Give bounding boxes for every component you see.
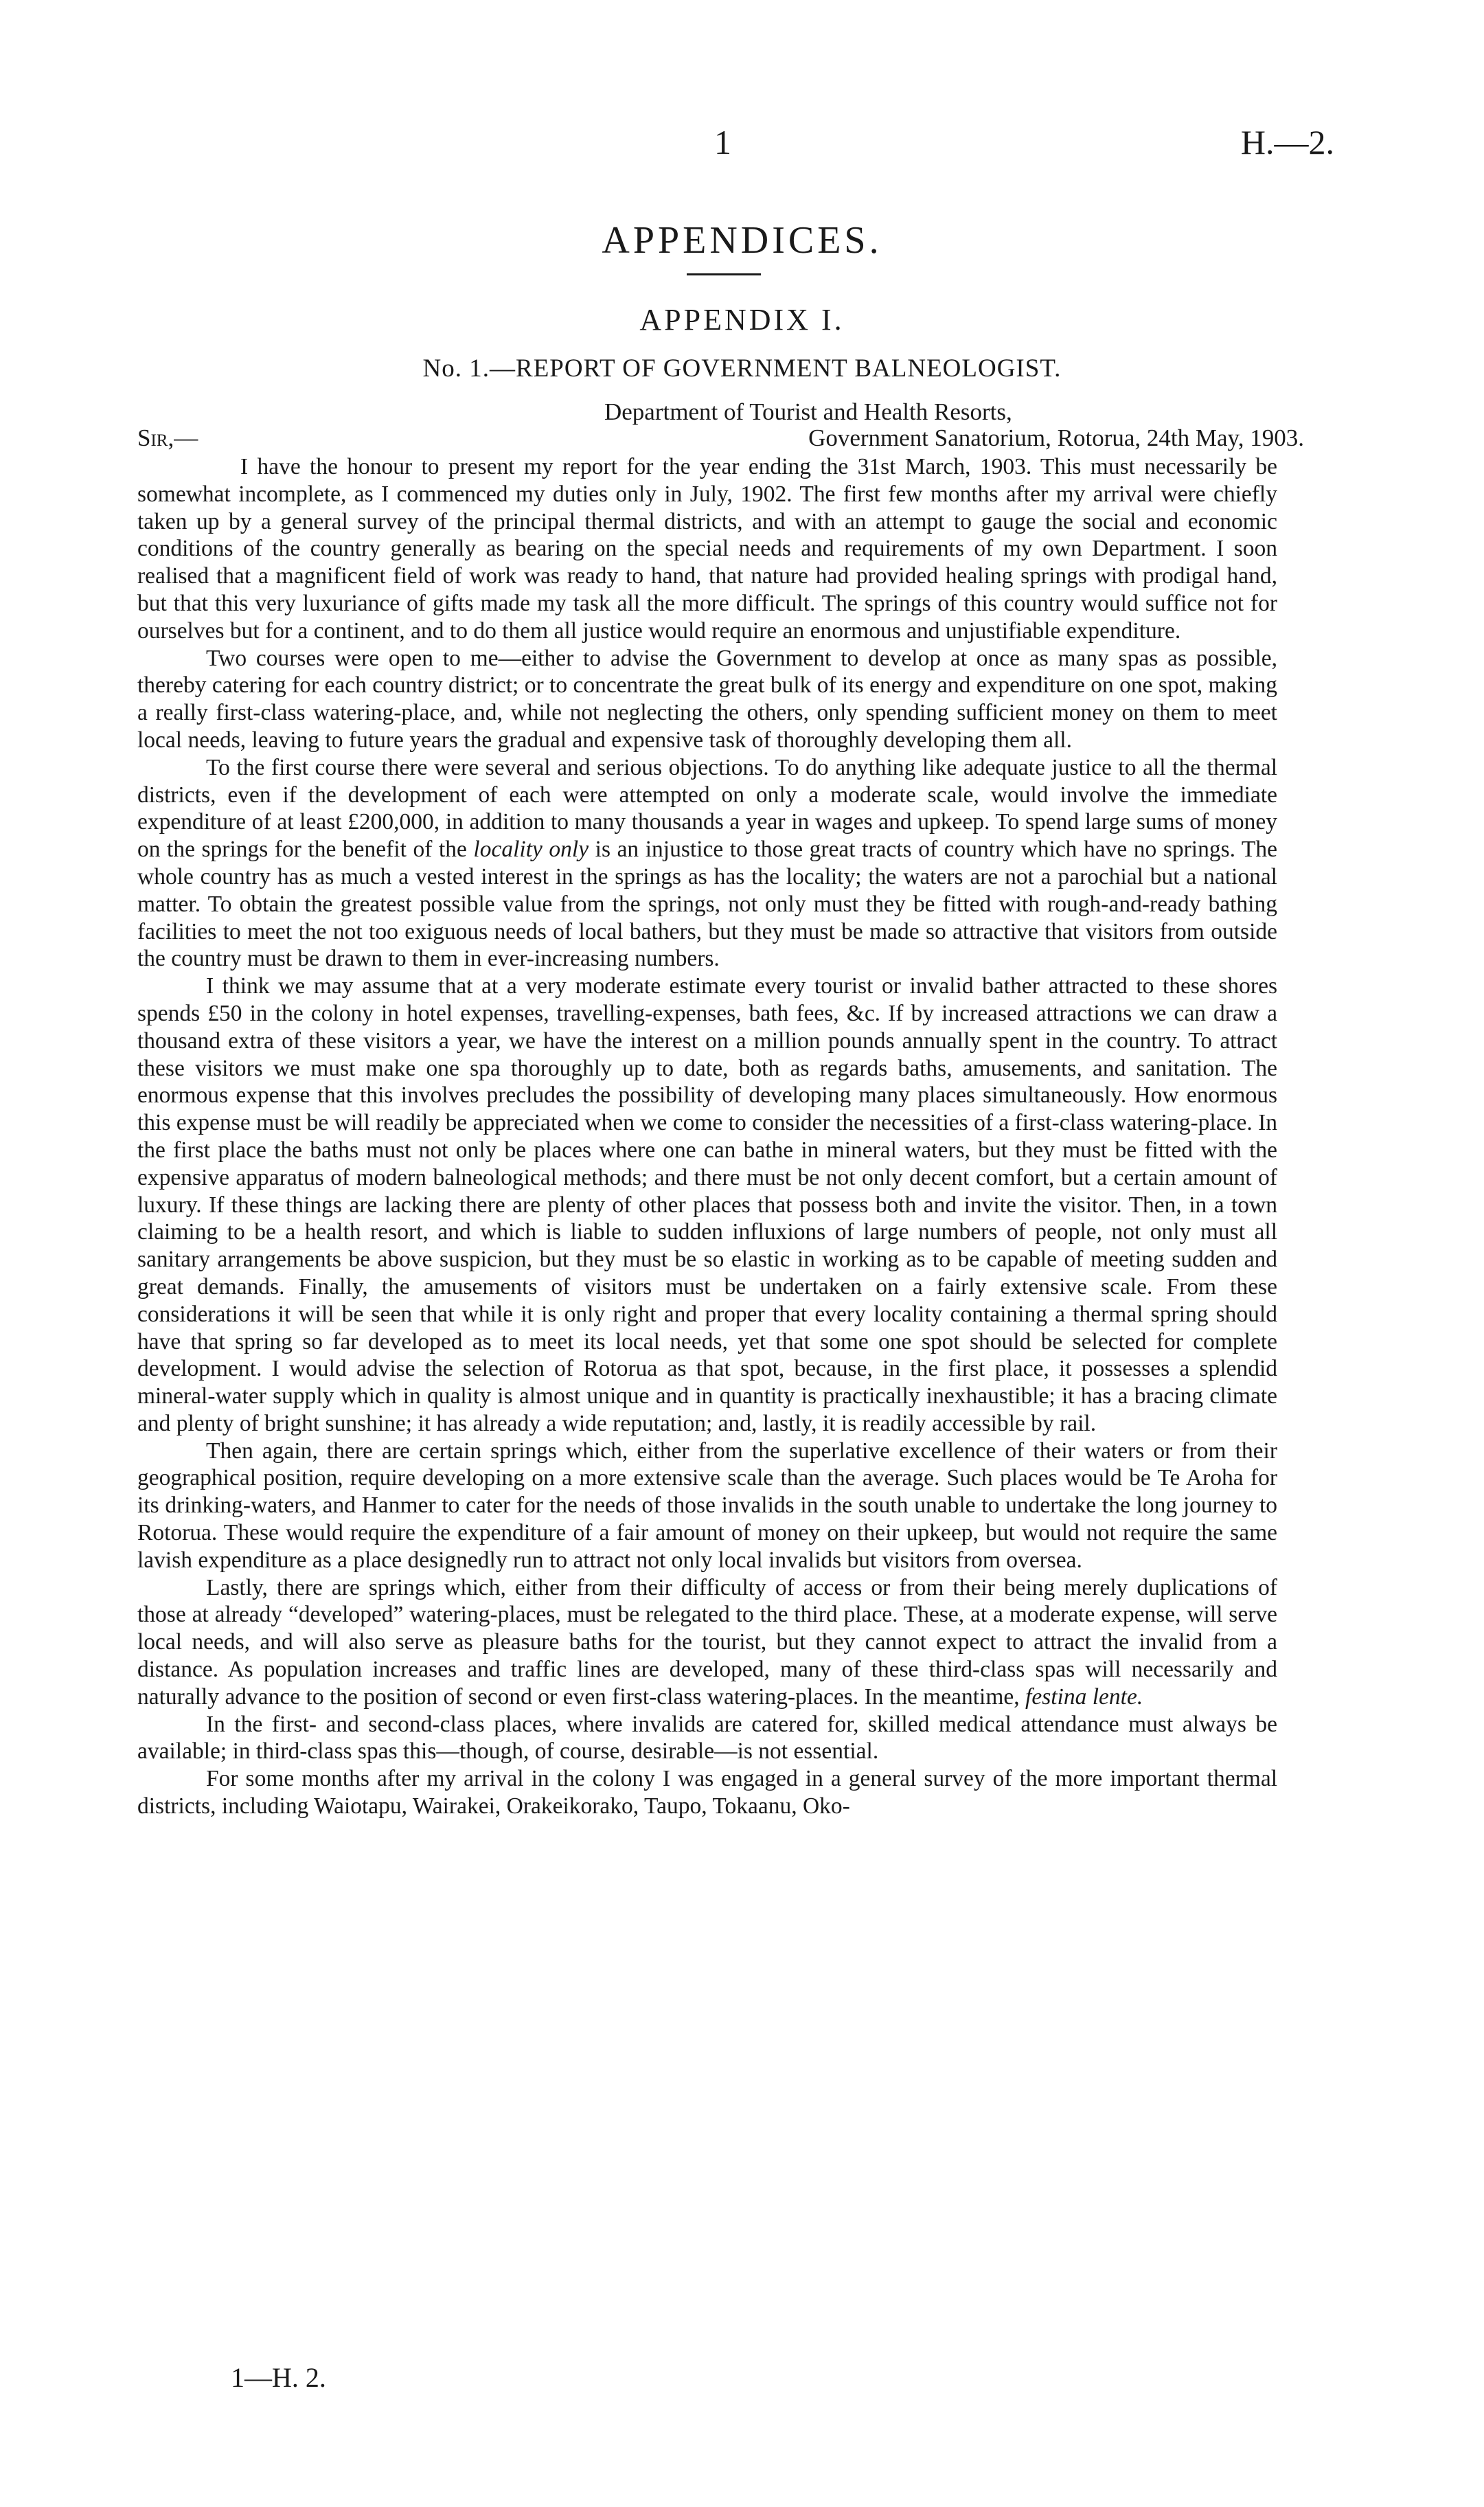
salutation: Sir,— [137, 424, 198, 451]
page-number: 1 [714, 123, 731, 161]
paragraph-6-part-a: Lastly, there are springs which, either from their difficulty of access or from their being merely duplications of those at already “developed” watering-places, must be relegated to the third place. These, at a moderate expense, will serve local needs, and will also serve as pleasure baths for the tourist, but they cannot expect to attract the invalid from a distance. As population increases and traffic lines are developed, many of these third-class spas will necessarily and naturally advance to the position of second or even first-class watering-places. In the meantime, [137, 1574, 1277, 1710]
paragraph-3-part-a: To the first course there were several and serious objections. To do anything like adequate justice to all the thermal districts, even if the development of each were attempted on only a moderate scale, would involve the immediate expenditure of at least £200,000, in addition to many thousands a year in wages and upkeep. To spend large sums of money on the springs for the benefit of the [137, 754, 1277, 863]
paragraph-3 [137, 754, 1277, 973]
paragraph-7: In the first- and second-class places, where invalids are catered for, skilled medical attendance must always be available; in third-class spas this—though, of course, desirable—is not essential. [137, 1711, 1277, 1765]
report-body [137, 453, 1277, 2370]
paragraph-8: For some months after my arrival in the colony I was engaged in a general survey of the more important thermal districts, including Waiotapu, Wairakei, Orakeikorako, Taupo, Tokaanu, Oko- [137, 1766, 1277, 1819]
document-code: H.—2. [1240, 123, 1334, 161]
report-title: No. 1.—REPORT OF GOVERNMENT BALNEOLOGIST. [422, 354, 1062, 383]
paragraph-6-emphasis: festina lente. [1025, 1683, 1143, 1710]
title-divider [687, 273, 761, 275]
paragraph-4: I think we may assume that at a very moderate estimate every tourist or invalid bather attracted to these shores spends £50 in the colony in hotel expenses, travelling-expenses, bath fees, &c. If by increased attractions we can draw a thousand extra of these visitors a year, we have the interest on a million pounds annually spent in the country. To attract these visitors we must make one spa thoroughly up to date, both as regards baths, amusements, and sanitation. The enormous expense that this involves precludes the possibility of developing many places simultaneously. How enormous this expense must be will readily be appreciated when we come to consider the necessities of a first-class watering-place. In the first place the baths must not only be places where one can bathe in mineral waters, but they must be fitted with the expensive apparatus of modern balneological methods; and there must be not only decent comfort, but a certain amount of luxury. If these things are lacking there are plenty of other places that possess both and invite the visitor. Then, in a town claiming to be a health resort, and which is liable to sudden influxions of large numbers of people, not only must all sanitary arrangements be above suspicion, but they must be so elastic in working as to be capable of meeting sudden and great demands. Finally, the amusements of visitors must be undertaken on a fairly extensive scale. From these considerations it will be seen that while it is only right and proper that every locality containing a thermal spring should have that spring so far developed as to meet its local needs, yet that some one spot should be selected for complete development. I would advise the selection of Rotorua as that spot, because, in the first place, it possesses a splendid mineral-water supply which in quality is almost unique and in quantity is practically inexhaustible; it has a bracing climate and plenty of bright sunshine; it has already a wide reputation; and, lastly, it is readily accessible by rail. [137, 973, 1277, 1436]
paragraph-2: Two courses were open to me—either to advise the Government to develop at once as many spas as possible, thereby catering for each country district; or to concentrate the great bulk of its energy and expenditure on one spot, making a really first-class watering-place, and, while not neglecting the others, only spending sufficient money on them to meet local needs, leaving to future years the gradual and expensive task of thoroughly developing them all. [137, 645, 1277, 753]
appendix-title: APPENDIX I. [639, 303, 845, 337]
paragraph-1: I have the honour to present my report for the year ending the 31st March, 1903. This must necessarily be somewhat incomplete, as I commenced my duties only in July, 1902. The first few months after my arrival were chiefly taken up by a general survey of the principal thermal districts, and with an attempt to gauge the social and economic conditions of the country generally as bearing on the special needs and requirements of my own Department. I soon realised that a magnificent field of work was ready to hand, that nature had provided healing springs with prodigal hand, but that this very luxuriance of gifts made my task all the more difficult. The springs of this country would suffice not for ourselves but for a continent, and to do them all justice would require an enormous and unjustifiable expenditure. [137, 454, 1277, 644]
paragraph-3-part-b: is an injustice to those great tracts of country which have no springs. The whole country has as much a vested interest in the springs as has the locality; the waters are not a parochial but a national matter. To obtain the greatest possible value from the springs, not only must they be fitted with rough-and-ready bathing facilities to meet the not too exiguous needs of local bathers, but they must be made so attractive that visitors from outside the country must be drawn to them in ever-increasing numbers. [137, 837, 1277, 972]
paragraph-5: Then again, there are certain springs which, either from the superlative excellence of their waters or from their geographical position, require developing on a more extensive scale than the average. Such places would be Te Aroha for its drinking-waters, and Hanmer to cater for the needs of those invalids in the south unable to undertake the long journey to Rotorua. These would require the expenditure of a fair amount of money on their upkeep, but would not require the same lavish expenditure as a place designedly run to attract not only local invalids but visitors from oversea. [137, 1438, 1277, 1573]
page-title: APPENDICES. [602, 219, 882, 262]
footer-code: 1—H. 2. [231, 2362, 326, 2393]
address-line-2: Government Sanatorium, Rotorua, 24th May, 1903. [808, 424, 1304, 451]
paragraph-6 [137, 1574, 1277, 1711]
address-line-1: Department of Tourist and Health Resorts, [604, 398, 1012, 425]
paragraph-3-emphasis: locality only [473, 837, 589, 863]
